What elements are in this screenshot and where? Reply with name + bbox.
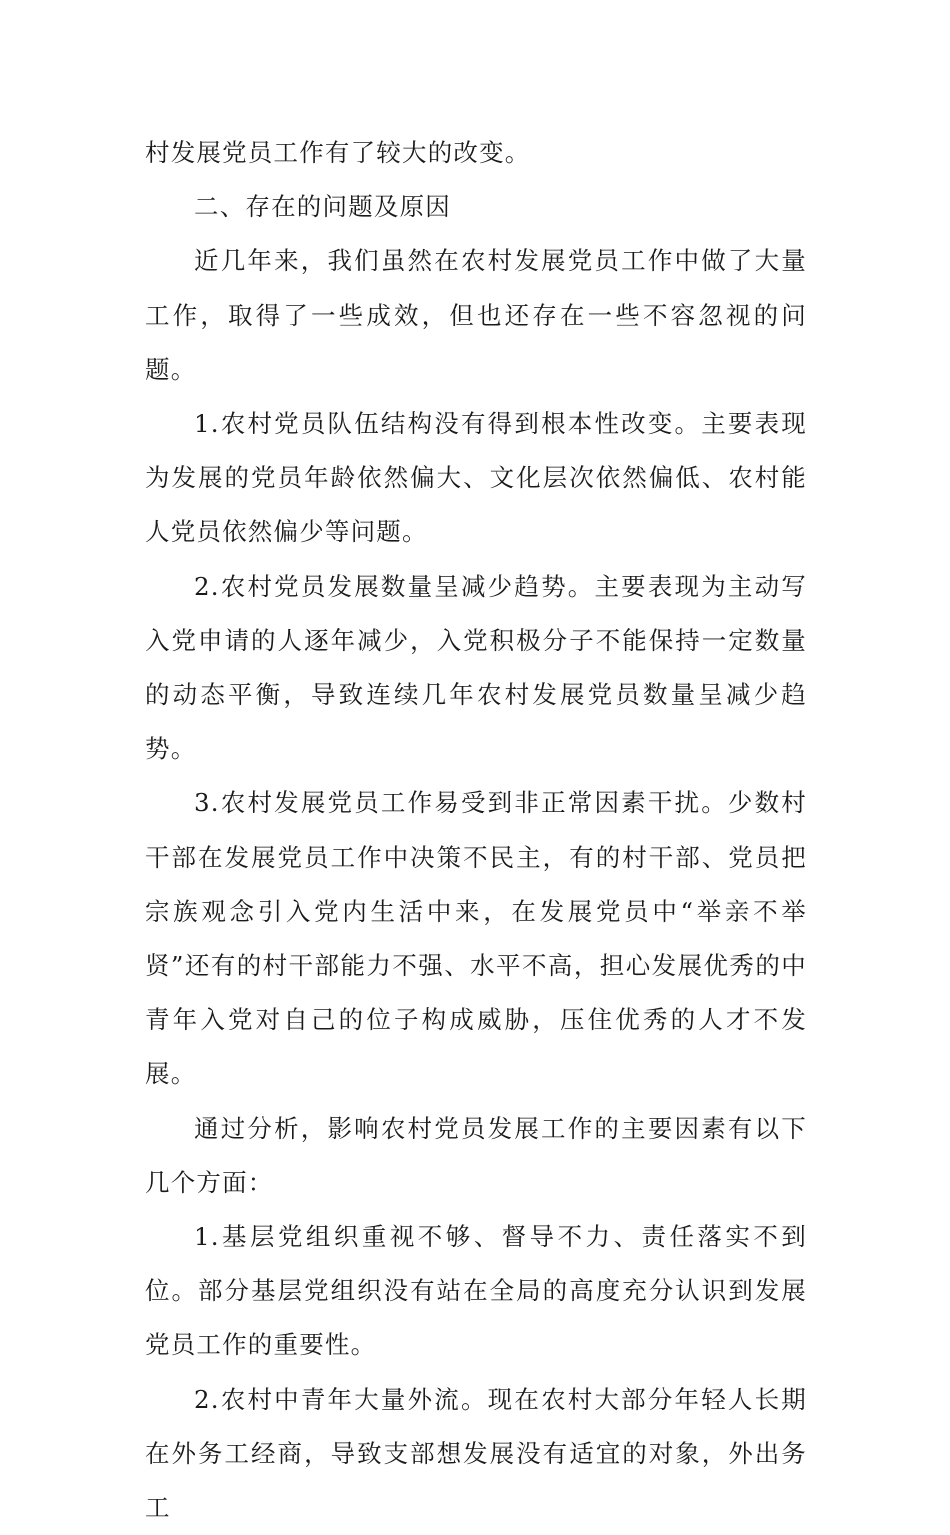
paragraph-intro: 近几年来，我们虽然在农村发展党员工作中做了大量工作，取得了一些成效，但也还存在一些不容忽视的问题。 <box>145 246 807 384</box>
paragraph-factor-1: 1.基层党组织重视不够、督导不力、责任落实不到位。部分基层党组织没有站在全局的高度充分认识到发展党员工作的重要性。 <box>145 1222 807 1360</box>
document-body <box>145 126 807 1535</box>
paragraph-continuation: 村发展党员工作有了较大的改变。 <box>145 138 531 167</box>
paragraph-problem-1: 1.农村党员队伍结构没有得到根本性改变。主要表现为发展的党员年龄依然偏大、文化层次依然偏低、农村能人党员依然偏少等问题。 <box>145 409 807 547</box>
paragraph-analysis: 通过分析，影响农村党员发展工作的主要因素有以下几个方面： <box>145 1113 807 1197</box>
paragraph-problem-2: 2.农村党员发展数量呈减少趋势。主要表现为主动写入党申请的人逐年减少，入党积极分子不能保持一定数量的动态平衡，导致连续几年农村发展党员数量呈减少趋势。 <box>145 571 807 764</box>
paragraph-problem-3: 3.农村发展党员工作易受到非正常因素干扰。少数村干部在发展党员工作中决策不民主，有的村干部、党员把宗族观念引入党内生活中来，在发展党员中“举亲不举贤”还有的村干部能力不强、水平不高，担心发展优秀的中青年入党对自己的位子构成威胁，压住优秀的人才不发展。 <box>145 788 807 1089</box>
section-heading: 二、存在的问题及原因 <box>194 192 451 222</box>
paragraph-factor-2: 2.农村中青年大量外流。现在农村大部分年轻人长期在外务工经商，导致支部想发展没有适宜的对象，外出务工 <box>145 1384 807 1523</box>
